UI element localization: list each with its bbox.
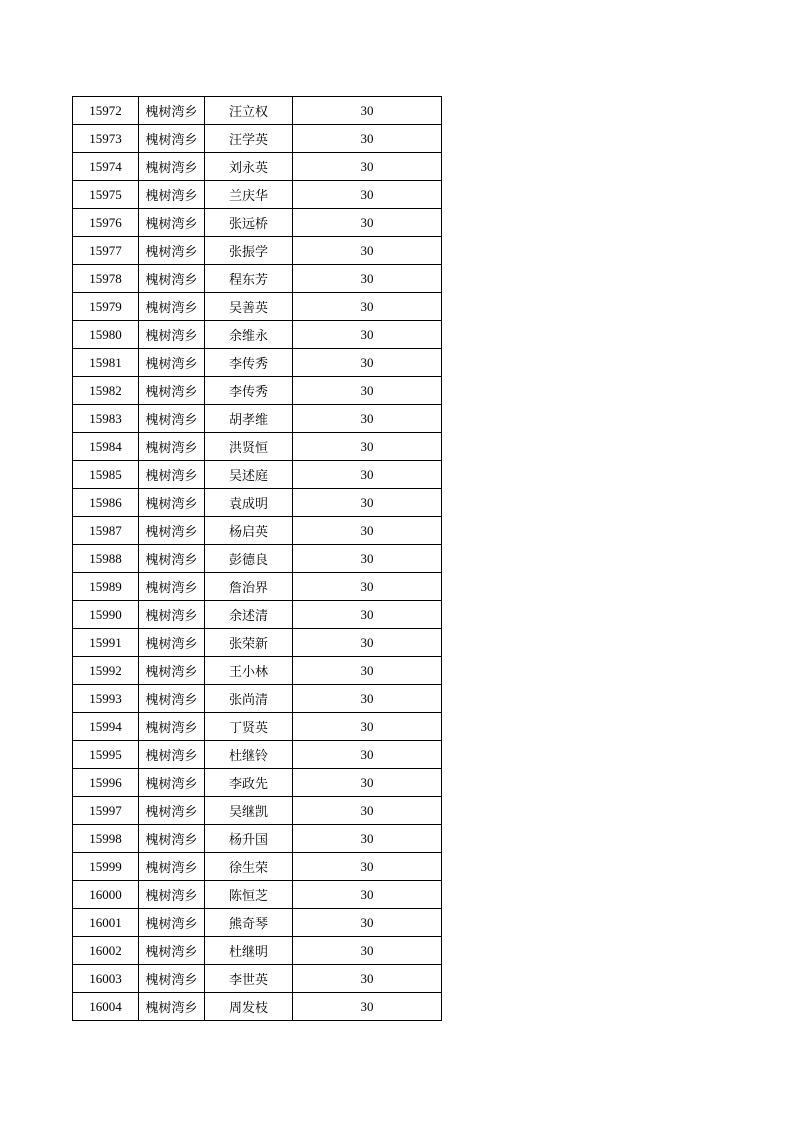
amount-cell: 30 (293, 489, 442, 517)
amount-cell: 30 (293, 545, 442, 573)
person-name-cell: 李传秀 (205, 377, 293, 405)
town-cell: 槐树湾乡 (139, 545, 205, 573)
row-number-cell: 15978 (73, 265, 139, 293)
row-number-cell: 15983 (73, 405, 139, 433)
amount-cell: 30 (293, 405, 442, 433)
table-row (73, 853, 442, 881)
amount-cell: 30 (293, 517, 442, 545)
town-cell: 槐树湾乡 (139, 461, 205, 489)
person-name-cell: 余述清 (205, 601, 293, 629)
table-row (73, 181, 442, 209)
row-number-cell: 15981 (73, 349, 139, 377)
town-cell: 槐树湾乡 (139, 209, 205, 237)
table-row (73, 153, 442, 181)
town-cell: 槐树湾乡 (139, 965, 205, 993)
amount-cell: 30 (293, 153, 442, 181)
person-name-cell: 汪立权 (205, 97, 293, 125)
row-number-cell: 15999 (73, 853, 139, 881)
person-name-cell: 李传秀 (205, 349, 293, 377)
amount-cell: 30 (293, 461, 442, 489)
town-cell: 槐树湾乡 (139, 629, 205, 657)
amount-cell: 30 (293, 321, 442, 349)
row-number-cell: 15995 (73, 741, 139, 769)
table-row (73, 209, 442, 237)
amount-cell: 30 (293, 377, 442, 405)
data-table (72, 96, 442, 1021)
row-number-cell: 15992 (73, 657, 139, 685)
table-row (73, 601, 442, 629)
row-number-cell: 15976 (73, 209, 139, 237)
amount-cell: 30 (293, 349, 442, 377)
amount-cell: 30 (293, 853, 442, 881)
table-row (73, 545, 442, 573)
row-number-cell: 15993 (73, 685, 139, 713)
person-name-cell: 陈恒芝 (205, 881, 293, 909)
person-name-cell: 张尚清 (205, 685, 293, 713)
person-name-cell: 杨升国 (205, 825, 293, 853)
table-row (73, 377, 442, 405)
person-name-cell: 吴述庭 (205, 461, 293, 489)
table-row (73, 937, 442, 965)
town-cell: 槐树湾乡 (139, 237, 205, 265)
table-row (73, 713, 442, 741)
table-row (73, 349, 442, 377)
row-number-cell: 15998 (73, 825, 139, 853)
person-name-cell: 汪学英 (205, 125, 293, 153)
amount-cell: 30 (293, 825, 442, 853)
row-number-cell: 15996 (73, 769, 139, 797)
person-name-cell: 袁成明 (205, 489, 293, 517)
row-number-cell: 15984 (73, 433, 139, 461)
row-number-cell: 15974 (73, 153, 139, 181)
table-row (73, 993, 442, 1021)
town-cell: 槐树湾乡 (139, 741, 205, 769)
table-row (73, 573, 442, 601)
town-cell: 槐树湾乡 (139, 881, 205, 909)
table-row (73, 685, 442, 713)
table-row (73, 965, 442, 993)
town-cell: 槐树湾乡 (139, 797, 205, 825)
amount-cell: 30 (293, 573, 442, 601)
person-name-cell: 吴善英 (205, 293, 293, 321)
person-name-cell: 徐生荣 (205, 853, 293, 881)
row-number-cell: 15988 (73, 545, 139, 573)
person-name-cell: 彭德良 (205, 545, 293, 573)
amount-cell: 30 (293, 97, 442, 125)
row-number-cell: 15985 (73, 461, 139, 489)
town-cell: 槐树湾乡 (139, 181, 205, 209)
person-name-cell: 李世英 (205, 965, 293, 993)
row-number-cell: 16003 (73, 965, 139, 993)
amount-cell: 30 (293, 237, 442, 265)
person-name-cell: 周发枝 (205, 993, 293, 1021)
person-name-cell: 李政先 (205, 769, 293, 797)
row-number-cell: 15997 (73, 797, 139, 825)
row-number-cell: 15989 (73, 573, 139, 601)
town-cell: 槐树湾乡 (139, 377, 205, 405)
row-number-cell: 15991 (73, 629, 139, 657)
table-row (73, 825, 442, 853)
person-name-cell: 洪贤恒 (205, 433, 293, 461)
town-cell: 槐树湾乡 (139, 433, 205, 461)
town-cell: 槐树湾乡 (139, 825, 205, 853)
person-name-cell: 刘永英 (205, 153, 293, 181)
amount-cell: 30 (293, 685, 442, 713)
person-name-cell: 杜继铃 (205, 741, 293, 769)
row-number-cell: 15982 (73, 377, 139, 405)
table-row (73, 237, 442, 265)
person-name-cell: 兰庆华 (205, 181, 293, 209)
town-cell: 槐树湾乡 (139, 713, 205, 741)
town-cell: 槐树湾乡 (139, 909, 205, 937)
amount-cell: 30 (293, 433, 442, 461)
town-cell: 槐树湾乡 (139, 657, 205, 685)
person-name-cell: 杨启英 (205, 517, 293, 545)
row-number-cell: 15977 (73, 237, 139, 265)
town-cell: 槐树湾乡 (139, 349, 205, 377)
amount-cell: 30 (293, 769, 442, 797)
amount-cell: 30 (293, 601, 442, 629)
person-name-cell: 王小林 (205, 657, 293, 685)
table-row (73, 797, 442, 825)
table-row (73, 321, 442, 349)
row-number-cell: 15973 (73, 125, 139, 153)
person-name-cell: 张远桥 (205, 209, 293, 237)
table-row (73, 741, 442, 769)
amount-cell: 30 (293, 293, 442, 321)
amount-cell: 30 (293, 265, 442, 293)
town-cell: 槐树湾乡 (139, 489, 205, 517)
town-cell: 槐树湾乡 (139, 321, 205, 349)
row-number-cell: 16004 (73, 993, 139, 1021)
row-number-cell: 15979 (73, 293, 139, 321)
amount-cell: 30 (293, 881, 442, 909)
table-row (73, 461, 442, 489)
table-row (73, 265, 442, 293)
row-number-cell: 15990 (73, 601, 139, 629)
amount-cell: 30 (293, 657, 442, 685)
row-number-cell: 16000 (73, 881, 139, 909)
table-row (73, 769, 442, 797)
table-row (73, 405, 442, 433)
person-name-cell: 程东芳 (205, 265, 293, 293)
table-row (73, 97, 442, 125)
town-cell: 槐树湾乡 (139, 853, 205, 881)
row-number-cell: 15994 (73, 713, 139, 741)
table-row (73, 489, 442, 517)
town-cell: 槐树湾乡 (139, 97, 205, 125)
amount-cell: 30 (293, 125, 442, 153)
amount-cell: 30 (293, 741, 442, 769)
town-cell: 槐树湾乡 (139, 601, 205, 629)
amount-cell: 30 (293, 909, 442, 937)
row-number-cell: 16001 (73, 909, 139, 937)
table-row (73, 125, 442, 153)
amount-cell: 30 (293, 713, 442, 741)
row-number-cell: 15972 (73, 97, 139, 125)
person-name-cell: 詹治界 (205, 573, 293, 601)
table-row (73, 629, 442, 657)
amount-cell: 30 (293, 937, 442, 965)
amount-cell: 30 (293, 629, 442, 657)
town-cell: 槐树湾乡 (139, 993, 205, 1021)
person-name-cell: 胡孝维 (205, 405, 293, 433)
table-row (73, 657, 442, 685)
row-number-cell: 16002 (73, 937, 139, 965)
amount-cell: 30 (293, 965, 442, 993)
person-name-cell: 张荣新 (205, 629, 293, 657)
town-cell: 槐树湾乡 (139, 265, 205, 293)
table-row (73, 517, 442, 545)
table-body (73, 97, 442, 1021)
row-number-cell: 15987 (73, 517, 139, 545)
town-cell: 槐树湾乡 (139, 573, 205, 601)
amount-cell: 30 (293, 181, 442, 209)
row-number-cell: 15980 (73, 321, 139, 349)
town-cell: 槐树湾乡 (139, 685, 205, 713)
amount-cell: 30 (293, 209, 442, 237)
row-number-cell: 15975 (73, 181, 139, 209)
town-cell: 槐树湾乡 (139, 153, 205, 181)
town-cell: 槐树湾乡 (139, 293, 205, 321)
table-row (73, 881, 442, 909)
table-row (73, 293, 442, 321)
person-name-cell: 丁贤英 (205, 713, 293, 741)
town-cell: 槐树湾乡 (139, 937, 205, 965)
town-cell: 槐树湾乡 (139, 769, 205, 797)
table-row (73, 433, 442, 461)
amount-cell: 30 (293, 993, 442, 1021)
person-name-cell: 吴继凯 (205, 797, 293, 825)
amount-cell: 30 (293, 797, 442, 825)
table-row (73, 909, 442, 937)
town-cell: 槐树湾乡 (139, 517, 205, 545)
town-cell: 槐树湾乡 (139, 125, 205, 153)
person-name-cell: 熊奇琴 (205, 909, 293, 937)
row-number-cell: 15986 (73, 489, 139, 517)
person-name-cell: 余维永 (205, 321, 293, 349)
town-cell: 槐树湾乡 (139, 405, 205, 433)
person-name-cell: 杜继明 (205, 937, 293, 965)
person-name-cell: 张振学 (205, 237, 293, 265)
